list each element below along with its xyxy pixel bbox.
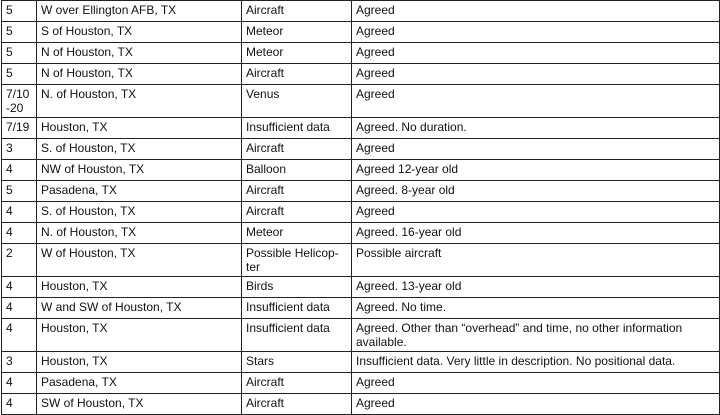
date-cell: 7/19 <box>2 118 37 139</box>
evaluation-cell: Stars <box>242 352 352 373</box>
location-cell: Pasadena, TX <box>37 373 242 394</box>
comment-cell: Agreed <box>352 64 720 85</box>
evaluation-cell: Insufficient data <box>242 118 352 139</box>
evaluation-cell: Meteor <box>242 223 352 244</box>
location-cell: S. of Houston, TX <box>37 202 242 223</box>
evaluation-cell: Aircraft <box>242 64 352 85</box>
evaluation-cell: Aircraft <box>242 181 352 202</box>
evaluation-cell: Aircraft <box>242 139 352 160</box>
date-cell: 4 <box>2 277 37 298</box>
comment-cell: Agreed <box>352 202 720 223</box>
comment-cell: Agreed <box>352 394 720 415</box>
table-row <box>2 202 720 223</box>
date-cell: 4 <box>2 319 37 352</box>
evaluation-cell: Venus <box>242 85 352 118</box>
comment-cell: Agreed <box>352 1 720 22</box>
table-row <box>2 64 720 85</box>
evaluation-cell: Aircraft <box>242 1 352 22</box>
date-cell: 7/10-20 <box>2 85 37 118</box>
location-cell: W and SW of Houston, TX <box>37 298 242 319</box>
evaluation-cell: Insufficient data <box>242 319 352 352</box>
comment-cell: Agreed. 13-year old <box>352 277 720 298</box>
evaluation-cell: Possible Helicop- ter <box>242 244 352 277</box>
date-cell: 3 <box>2 352 37 373</box>
location-cell: N of Houston, TX <box>37 43 242 64</box>
location-cell: Houston, TX <box>37 118 242 139</box>
evaluation-cell: Birds <box>242 277 352 298</box>
comment-cell: Agreed. No duration. <box>352 118 720 139</box>
table-row <box>2 319 720 352</box>
location-cell: N. of Houston, TX <box>37 223 242 244</box>
location-cell: N. of Houston, TX <box>37 85 242 118</box>
table-row <box>2 223 720 244</box>
comment-cell: Agreed <box>352 22 720 43</box>
comment-cell: Agreed. Other than “overhead” and time, no other information available. <box>352 319 720 352</box>
evaluation-cell: Balloon <box>242 160 352 181</box>
report-table-body <box>2 1 720 415</box>
evaluation-cell: Meteor <box>242 22 352 43</box>
table-row <box>2 298 720 319</box>
evaluation-cell: Meteor <box>242 43 352 64</box>
comment-cell: Agreed. No time. <box>352 298 720 319</box>
table-row <box>2 277 720 298</box>
date-cell: 2 <box>2 244 37 277</box>
location-cell: W of Houston, TX <box>37 244 242 277</box>
evaluation-cell: Aircraft <box>242 202 352 223</box>
location-cell: NW of Houston, TX <box>37 160 242 181</box>
evaluation-cell: Aircraft <box>242 394 352 415</box>
report-table <box>1 0 720 415</box>
date-cell: 4 <box>2 298 37 319</box>
comment-cell: Agreed 12-year old <box>352 160 720 181</box>
date-cell: 4 <box>2 373 37 394</box>
date-cell: 5 <box>2 43 37 64</box>
date-cell: 4 <box>2 160 37 181</box>
table-row <box>2 244 720 277</box>
table-row <box>2 22 720 43</box>
table-row <box>2 139 720 160</box>
evaluation-cell: Aircraft <box>242 373 352 394</box>
date-cell: 5 <box>2 181 37 202</box>
table-row <box>2 118 720 139</box>
location-cell: SW of Houston, TX <box>37 394 242 415</box>
location-cell: Houston, TX <box>37 319 242 352</box>
date-cell: 3 <box>2 139 37 160</box>
table-row <box>2 160 720 181</box>
date-cell: 4 <box>2 202 37 223</box>
comment-cell: Insufficient data. Very little in description. No positional data. <box>352 352 720 373</box>
comment-cell: Agreed <box>352 373 720 394</box>
date-cell: 5 <box>2 22 37 43</box>
table-row <box>2 43 720 64</box>
comment-cell: Agreed. 16-year old <box>352 223 720 244</box>
comment-cell: Agreed <box>352 85 720 118</box>
comment-cell: Possible aircraft <box>352 244 720 277</box>
table-row <box>2 181 720 202</box>
location-cell: S. of Houston, TX <box>37 139 242 160</box>
table-row <box>2 352 720 373</box>
date-cell: 4 <box>2 394 37 415</box>
date-cell: 5 <box>2 64 37 85</box>
location-cell: N of Houston, TX <box>37 64 242 85</box>
date-cell: 5 <box>2 1 37 22</box>
location-cell: W over Ellington AFB, TX <box>37 1 242 22</box>
location-cell: Houston, TX <box>37 352 242 373</box>
comment-cell: Agreed <box>352 43 720 64</box>
table-row <box>2 1 720 22</box>
location-cell: Houston, TX <box>37 277 242 298</box>
table-row <box>2 85 720 118</box>
comment-cell: Agreed <box>352 139 720 160</box>
evaluation-cell: Insufficient data <box>242 298 352 319</box>
date-cell: 4 <box>2 223 37 244</box>
table-row <box>2 394 720 415</box>
table-row <box>2 373 720 394</box>
comment-cell: Agreed. 8-year old <box>352 181 720 202</box>
location-cell: S of Houston, TX <box>37 22 242 43</box>
location-cell: Pasadena, TX <box>37 181 242 202</box>
